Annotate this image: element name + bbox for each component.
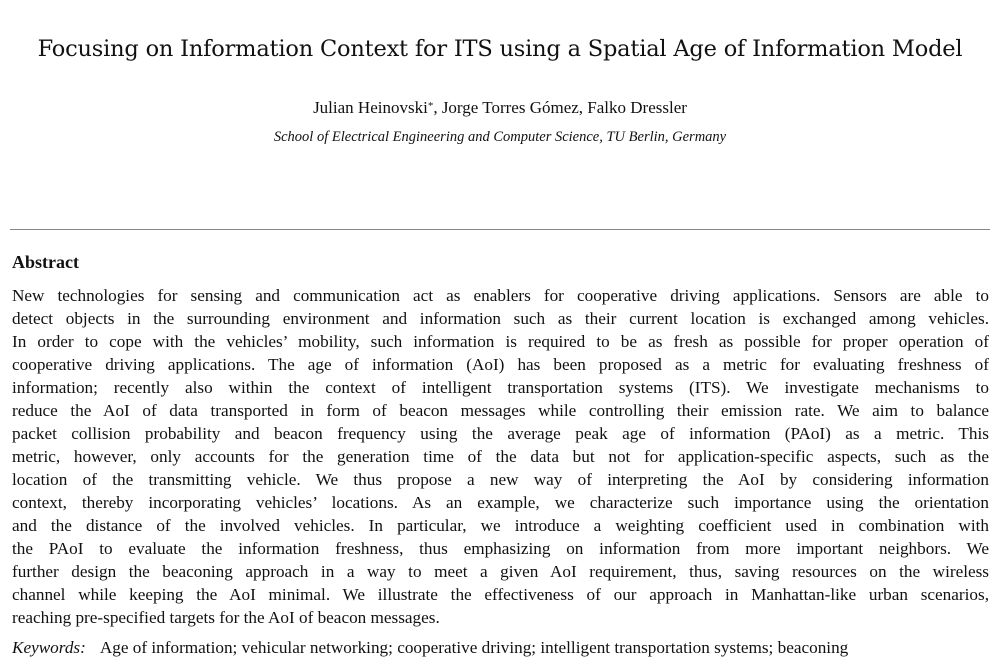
abstract-line: channel while keeping the AoI minimal. We illustrate the effectiveness of our approach in Manhattan-like urban scenarios, (12, 585, 989, 604)
author-rest: , Jorge Torres Gómez, Falko Dressler (433, 98, 687, 117)
abstract-line: cooperative driving applications. The age of information (AoI) has been proposed as a metric for evaluating freshness of (12, 355, 989, 374)
abstract-body (12, 284, 989, 629)
abstract-line: and the distance of the involved vehicles. In particular, we introduce a weighting coefficient used in combination with (12, 516, 989, 535)
abstract-heading: Abstract (12, 252, 79, 272)
abstract-line: reduce the AoI of data transported in form of beacon messages while controlling their emission rate. We aim to balance (12, 401, 989, 420)
corresponding-author-marker: * (427, 100, 434, 112)
abstract-line: further design the beaconing approach in a way to meet a given AoI requirement, thus, saving resources on the wireless (12, 562, 989, 581)
abstract-line: information; recently also within the context of intelligent transportation systems (ITS). We investigate mechanisms to (12, 378, 989, 397)
keywords-label: Keywords: (12, 638, 86, 657)
author-list (0, 97, 1000, 119)
keywords (12, 636, 989, 659)
abstract-line: In order to cope with the vehicles’ mobility, such information is required to be as fresh as possible for proper operation of (12, 332, 989, 351)
author-first: Julian Heinovski (313, 98, 428, 117)
keywords-text: Age of information; vehicular networking; cooperative driving; intelligent transportation systems; beaconing (99, 638, 849, 657)
abstract-line: metric, however, only accounts for the generation time of the data but not for application-specific aspects, such as the (12, 447, 989, 466)
abstract-line: packet collision probability and beacon frequency using the average peak age of information (PAoI) as a metric. This (12, 424, 989, 443)
author-affiliation: School of Electrical Engineering and Computer Science, TU Berlin, Germany (273, 129, 727, 145)
abstract-line: New technologies for sensing and communication act as enablers for cooperative driving applications. Sensors are able to (12, 286, 989, 305)
abstract-line: context, thereby incorporating vehicles’ locations. As an example, we characterize such importance using the orientation (12, 493, 989, 512)
header-divider (10, 229, 990, 230)
abstract-line: location of the transmitting vehicle. We thus propose a new way of interpreting the AoI by considering information (12, 470, 989, 489)
abstract-line: detect objects in the surrounding environment and information such as their current location is exchanged among vehicles. (12, 309, 989, 328)
abstract-line: reaching pre-specified targets for the AoI of beacon messages. (12, 608, 440, 627)
paper-title: Focusing on Information Context for ITS using a Spatial Age of Information Model (37, 36, 963, 62)
abstract-line: the PAoI to evaluate the information freshness, thus emphasizing on information from more important neighbors. We (12, 539, 989, 558)
